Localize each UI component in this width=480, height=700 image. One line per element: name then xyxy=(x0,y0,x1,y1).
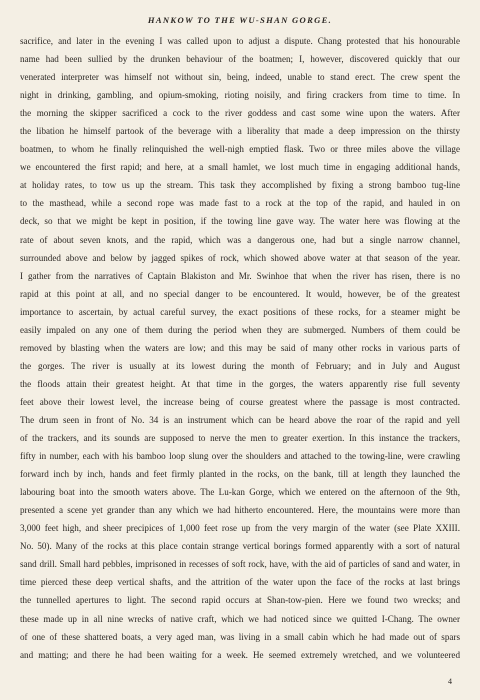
text-line: rapid at this point at all, and no special danger to be encountered. It would, however, be of the greatest xyxy=(20,288,460,299)
page-number: 4 xyxy=(448,677,452,686)
text-line: the floods attain their greatest height. At that time in the gorges, the waters apparently rise full seventy xyxy=(20,378,460,389)
text-line: removed by blasting when the waters are low; and this may be said of many other rocks in various parts of xyxy=(20,342,460,353)
text-line: surrounded above and below by jagged spikes of rock, which showed above water at that season of the year. xyxy=(20,252,460,263)
running-head: HANKOW TO THE WU-SHAN GORGE. xyxy=(147,15,333,25)
text-line: sand drill. Small hard pebbles, imprisoned in recesses of soft rock, have, with the aid of particles of sand and water, in xyxy=(20,559,460,570)
text-line: the morning the skipper sacrificed a cock to the river goddess and cast some wine upon the waters. After xyxy=(20,108,460,119)
text-line: the libation he himself partook of the beverage with a liberality that made a deep impression on the thirsty xyxy=(20,126,460,137)
text-line: boatmen, to whom he finally relinquished the well-nigh emptied flask. Two or three miles above the village xyxy=(20,144,460,155)
text-line: to the masthead, while a second rope was made fast to a rock at the top of the rapid, and hauled in on xyxy=(20,198,460,209)
text-line: labouring boat into the smooth waters above. The Lu-kan Gorge, which we entered on the afternoon of the 9th, xyxy=(20,487,460,498)
text-line: fifty in number, each with his bamboo loop slung over the shoulders and attached to the towing-line, were crawling xyxy=(20,451,460,462)
text-line: feet above their lowest level, the increase being of course greatest where the passage is most contracted. xyxy=(20,396,460,407)
text-line: easily impaled on any one of them during the period when they are submerged. Numbers of them could be xyxy=(20,324,460,335)
text-line: sacrifice, and later in the evening I was called upon to adjust a dispute. Chang protested that his honourable xyxy=(20,36,460,46)
text-line: presented a scene yet grander than any which we had hitherto encountered. Here, the mountains were more than xyxy=(20,505,460,516)
text-line: the tunnelled apertures to light. The second rapid occurs at Shan-tow-pien. Here we found two wrecks; and xyxy=(20,595,460,606)
text-line: forward inch by inch, hands and feet firmly planted in the rocks, on the bank, till at length they launched the xyxy=(20,469,460,480)
text-line: the gorges. The river is usually at its lowest during the month of February; and in July and August xyxy=(20,360,460,371)
text-line: these made up in all nine wrecks of native craft, which we had noticed since we quitted I-Chang. The owner xyxy=(20,613,460,624)
text-line: The drum seen in front of No. 34 is an instrument which can be heard above the roar of the rapid and yell xyxy=(20,414,460,425)
text-line: 3,000 feet high, and sheer precipices of 1,000 feet rose up from the very margin of the water (see Plate XXIII. xyxy=(20,523,460,534)
text-line: at holiday rates, to tow us up the stream. This task they accomplished by fixing a strong bamboo tug-line xyxy=(20,180,460,191)
text-line: we encountered the first rapid; and here, at a small hamlet, we lost much time in engaging additional hands, xyxy=(20,162,460,173)
text-line: and matting; and there he had been waiting for a week. He seemed extremely wretched, and we volunteered xyxy=(20,649,460,660)
text-line: venerated interpreter was himself not without sin, being, indeed, unable to stand erect. The crew spent the xyxy=(20,72,460,83)
text-line: deck, so that we might be kept in position, if the towing line gave way. The water here was flowing at the xyxy=(20,216,460,227)
text-line: of the trackers, and its sounds are supposed to nerve the men to greater exertion. In this instance the trackers, xyxy=(20,433,460,444)
text-line: time pierced these deep vertical shafts, and the attrition of the water upon the face of the rocks at last brings xyxy=(20,577,460,588)
body-text xyxy=(20,32,460,664)
text-line: I gather from the narratives of Captain Blakiston and Mr. Swinhoe that when the river has risen, there is no xyxy=(20,270,460,281)
text-line: importance to ascertain, by actual careful survey, the exact positions of these rocks, for a steamer might be xyxy=(20,306,460,317)
text-line: No. 50). Many of the rocks at this place contain strange vertical borings formed apparently with a sort of natural xyxy=(20,541,460,552)
text-line: name had been sullied by the drunken behaviour of the boatmen; I, however, discovered quickly that our xyxy=(20,54,460,65)
text-line: night in drinking, gambling, and opium-smoking, rioting noisily, and firing crackers from time to time. In xyxy=(20,90,460,101)
text-line: rate of about seven knots, and the rapid, which was a dangerous one, had but a single narrow channel, xyxy=(20,234,460,245)
text-line: of one of these shattered boats, a very aged man, was living in a small cabin which he had made out of spars xyxy=(20,631,460,642)
